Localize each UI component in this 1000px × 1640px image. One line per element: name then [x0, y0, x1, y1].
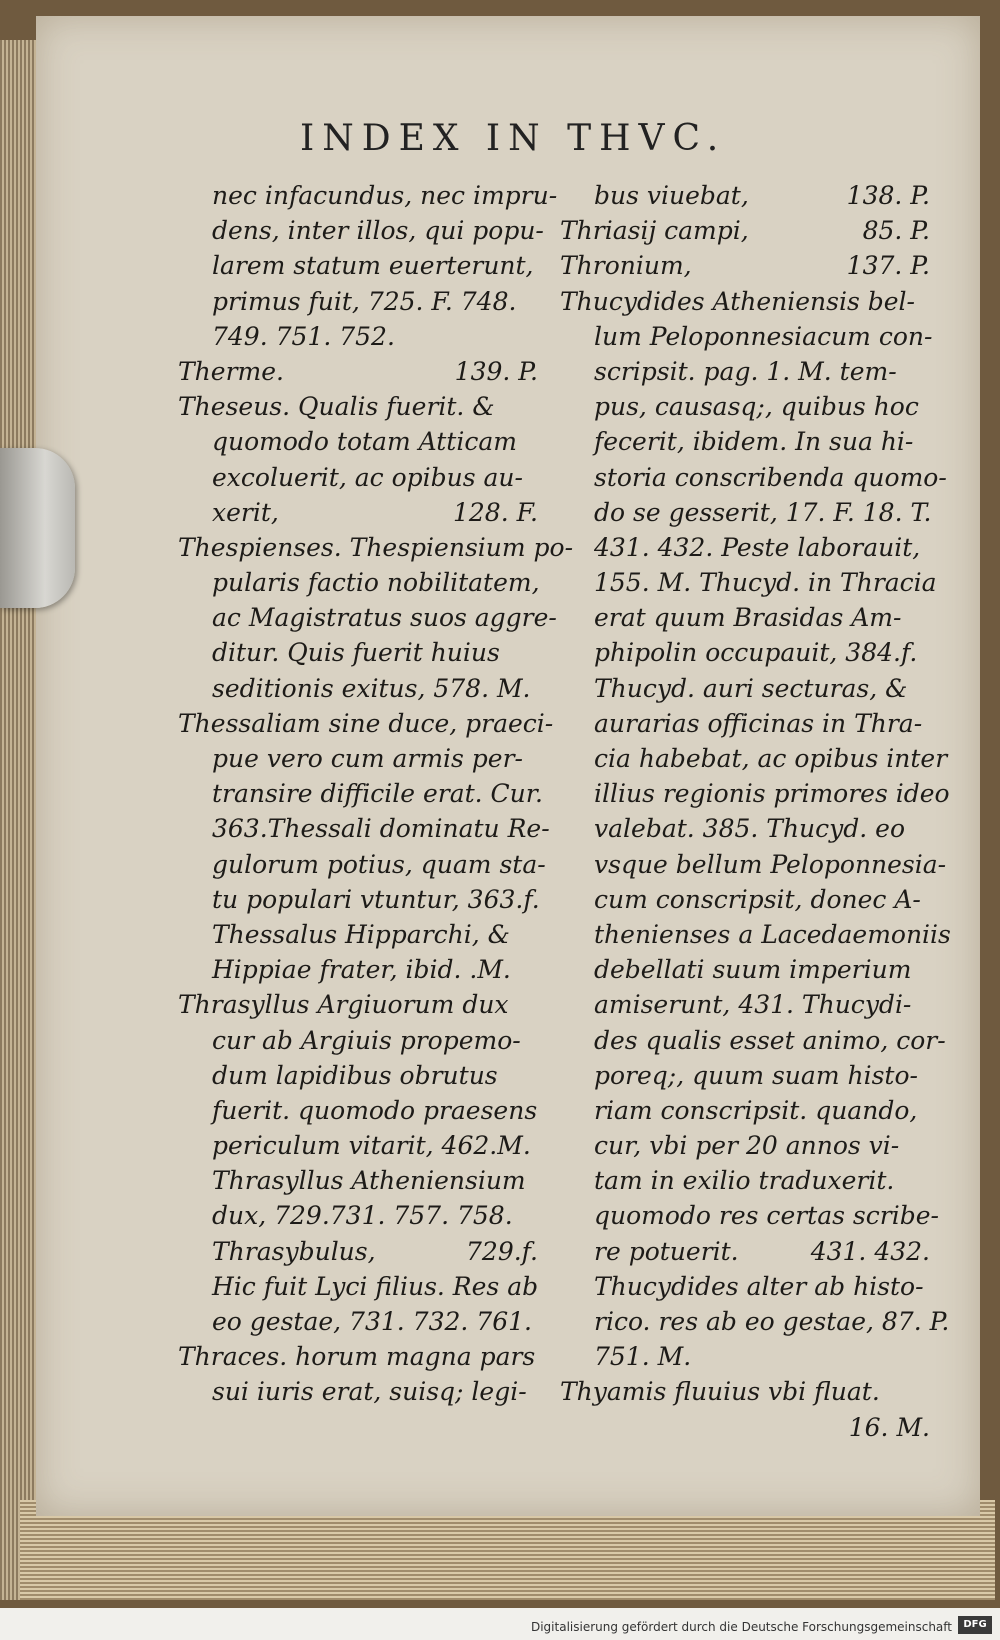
index-entry-text: primus fuit, 725. F. 748. — [212, 286, 517, 316]
page-clip — [0, 448, 75, 608]
index-entry-text: ac Magistratus suos aggre- — [212, 603, 557, 633]
index-entry-text: eo gestae, 731. 732. 761. — [212, 1307, 532, 1336]
index-line — [178, 1093, 538, 1128]
index-line — [178, 741, 538, 776]
index-line — [178, 1058, 538, 1093]
index-line — [560, 776, 950, 811]
index-entry-text: Thraces. horum magna pars — [178, 1342, 536, 1372]
index-line — [178, 354, 538, 389]
index-entry-text: valebat. 385. Thucyd. eo — [594, 814, 906, 844]
index-entry-text: des qualis esset animo, cor- — [594, 1025, 946, 1055]
index-line — [560, 213, 930, 248]
index-line — [178, 389, 538, 424]
index-line — [560, 178, 930, 213]
index-entry-text: rico. res ab eo gestae, 87. P. — [594, 1307, 950, 1336]
index-entry-text: Hic fuit Lyci filius. Res ab — [212, 1271, 539, 1301]
index-line — [178, 495, 538, 530]
index-entry-text: 751. M. — [594, 1342, 692, 1372]
index-line — [560, 1058, 930, 1093]
index-line — [560, 706, 930, 741]
index-entry-text: Thucydides alter ab histo- — [594, 1271, 924, 1301]
index-entry-text: pularis factio nobilitatem, — [212, 568, 540, 598]
index-entry-text: poreq;, quum suam histo- — [594, 1060, 918, 1090]
index-line — [560, 1269, 930, 1304]
index-entry-text: quomodo res certas scribe- — [594, 1201, 939, 1231]
index-line — [178, 600, 557, 635]
index-entry-text: nec infacundus, nec impru- — [212, 181, 558, 210]
index-line — [560, 635, 930, 670]
index-entry-text: phipolin occupauit, 384.f. — [594, 638, 918, 668]
index-entry-text: tam in exilio traduxerit. — [594, 1166, 895, 1196]
index-line — [560, 811, 930, 846]
page-header: INDEX IN THVC. — [300, 118, 727, 159]
index-page-ref: 137. P. — [846, 251, 930, 281]
index-line — [560, 495, 930, 530]
index-entry-text: transire difficile erat. Cur. — [212, 779, 543, 809]
index-line — [560, 565, 937, 600]
index-entry-text: fuerit. quomodo praesens — [212, 1095, 538, 1125]
index-entry-text: cur, vbi per 20 annos vi- — [594, 1131, 900, 1161]
index-line — [560, 1163, 930, 1198]
index-entry-text: thenienses a Lacedaemoniis — [594, 919, 951, 949]
index-line — [178, 284, 538, 319]
index-entry-text: Thriasij campi, — [560, 216, 749, 246]
index-entry-text: 155. M. Thucyd. in Thracia — [594, 568, 937, 598]
index-entry-text: 749. 751. 752. — [212, 321, 395, 351]
index-entry-text: seditionis exitus, 578. M. — [212, 673, 531, 703]
index-page-ref: 139. P. — [454, 356, 538, 386]
index-page-ref: 138. P. — [846, 181, 930, 210]
index-entry-text: amiserunt, 431. Thucydi- — [594, 990, 912, 1020]
index-line — [178, 213, 544, 248]
index-line — [178, 635, 538, 670]
index-entry-text: fecerit, ibidem. In sua hi- — [594, 427, 914, 457]
index-entry-text: larem statum euerterunt, — [212, 251, 534, 281]
index-entry-text: re potuerit. — [594, 1236, 739, 1266]
index-entry-text: erat quum Brasidas Am- — [594, 603, 902, 633]
index-page-ref: 729.f. — [466, 1236, 538, 1266]
index-entry-text: riam conscripsit. quando, — [594, 1095, 918, 1125]
index-line — [178, 530, 574, 565]
index-line — [178, 565, 538, 600]
index-line — [178, 1374, 538, 1409]
index-line — [560, 600, 930, 635]
right-column — [560, 178, 951, 1445]
index-entry-text: gulorum potius, quam sta- — [212, 849, 546, 879]
index-entry-text: Thucydides Atheniensis bel- — [560, 286, 915, 316]
index-line — [178, 1304, 538, 1339]
dfg-logo: DFG — [958, 1616, 992, 1634]
index-line — [178, 706, 554, 741]
index-line — [560, 1410, 930, 1445]
index-line — [560, 671, 930, 706]
index-line — [560, 987, 930, 1022]
index-line — [178, 1198, 538, 1233]
index-line — [560, 952, 930, 987]
index-line — [560, 1304, 950, 1339]
index-entry-text: storia conscribenda quomo- — [594, 462, 947, 492]
index-entry-text: ditur. Quis fuerit huius — [212, 638, 500, 668]
index-entry-text: debellati suum imperium — [594, 955, 912, 985]
index-entry-text: cum conscripsit, donec A- — [594, 884, 921, 914]
index-line — [178, 178, 558, 213]
index-entry-text: cur ab Argiuis propemo- — [212, 1025, 521, 1055]
index-line — [560, 424, 930, 459]
index-page-ref: 431. 432. — [810, 1236, 930, 1266]
index-line — [560, 248, 930, 283]
footer-credit: Digitalisierung gefördert durch die Deutsche Forschungsgemeinschaft — [530, 1620, 952, 1634]
index-entry-text: Thespienses. Thespiensium po- — [178, 532, 574, 562]
index-entry-text: Thyamis fluuius vbi fluat. — [560, 1377, 880, 1407]
index-line — [560, 741, 948, 776]
index-entry-text: aurarias officinas in Thra- — [594, 708, 923, 738]
index-line — [178, 460, 538, 495]
index-line — [178, 917, 538, 952]
index-line — [560, 284, 930, 319]
index-page-ref: 16. M. — [848, 1412, 930, 1442]
index-entry-text: scripsit. pag. 1. M. tem- — [594, 356, 897, 386]
index-line — [560, 460, 947, 495]
index-line — [178, 1234, 538, 1269]
index-line — [560, 530, 930, 565]
index-line — [178, 987, 538, 1022]
index-page-ref: 128. F. — [452, 497, 538, 527]
index-entry-text: Therme. — [178, 356, 284, 386]
index-line — [560, 847, 947, 882]
index-line — [178, 424, 538, 459]
index-line — [560, 1374, 930, 1409]
index-line — [560, 1339, 930, 1374]
index-line — [560, 354, 930, 389]
index-line — [560, 1234, 930, 1269]
index-line — [178, 811, 550, 846]
index-line — [178, 248, 538, 283]
index-entry-text: Thrasyllus Argiuorum dux — [178, 990, 509, 1020]
index-entry-text: vsque bellum Peloponnesia- — [594, 849, 947, 879]
index-entry-text: Hippiae frater, ibid. .M. — [212, 955, 511, 985]
index-line — [560, 1023, 946, 1058]
index-entry-text: Thronium, — [560, 251, 692, 281]
index-entry-text: illius regionis primores ideo — [594, 779, 950, 809]
index-entry-text: Thessaliam sine duce, praeci- — [178, 708, 554, 738]
index-entry-text: periculum vitarit, 462.M. — [212, 1131, 531, 1161]
index-line — [560, 1198, 939, 1233]
index-entry-text: bus viuebat, — [594, 181, 749, 210]
index-entry-text: excoluerit, ac opibus au- — [212, 462, 523, 492]
index-line — [178, 1128, 538, 1163]
index-line — [178, 882, 538, 917]
index-entry-text: do se gesserit, 17. F. 18. T. — [594, 497, 932, 527]
index-entry-text: lum Peloponnesiacum con- — [594, 321, 933, 351]
index-line — [178, 1269, 538, 1304]
index-entry-text: 431. 432. Peste laborauit, — [594, 532, 921, 562]
index-line — [178, 1163, 538, 1198]
index-line — [560, 882, 930, 917]
index-entry-text: pus, causasq;, quibus hoc — [594, 392, 919, 422]
index-entry-text: dux, 729.731. 757. 758. — [212, 1201, 513, 1231]
index-page-ref: 85. P. — [862, 216, 930, 246]
index-line — [560, 1093, 930, 1128]
index-entry-text: Thucyd. auri secturas, & — [594, 673, 908, 703]
index-line — [178, 319, 538, 354]
index-entry-text: Theseus. Qualis fuerit. & — [178, 392, 495, 422]
index-line — [178, 952, 538, 987]
index-line — [178, 1339, 538, 1374]
index-entry-text: xerit, — [212, 497, 279, 527]
index-entry-text: quomodo totam Atticam — [212, 427, 517, 457]
index-line — [178, 1023, 538, 1058]
book-page-edges-left — [0, 40, 40, 1600]
left-column — [178, 178, 574, 1410]
index-entry-text: 363.Thessali dominatu Re- — [212, 814, 550, 844]
index-entry-text: cia habebat, ac opibus inter — [594, 744, 948, 773]
index-entry-text: Thrasyllus Atheniensium — [212, 1166, 526, 1196]
index-entry-text: Thrasybulus, — [212, 1236, 376, 1266]
index-entry-text: dum lapidibus obrutus — [212, 1060, 498, 1090]
index-entry-text: tu populari vtuntur, 363.f. — [212, 884, 540, 914]
index-line — [178, 671, 538, 706]
index-line — [560, 319, 933, 354]
index-line — [178, 847, 546, 882]
index-entry-text: Thessalus Hipparchi, & — [212, 919, 510, 949]
index-line — [560, 917, 951, 952]
index-entry-text: sui iuris erat, suisq; legi- — [212, 1377, 527, 1407]
index-line — [178, 776, 543, 811]
index-entry-text: dens, inter illos, qui popu- — [212, 216, 544, 246]
index-entry-text: pue vero cum armis per- — [212, 744, 523, 773]
index-line — [560, 1128, 930, 1163]
index-line — [560, 389, 930, 424]
